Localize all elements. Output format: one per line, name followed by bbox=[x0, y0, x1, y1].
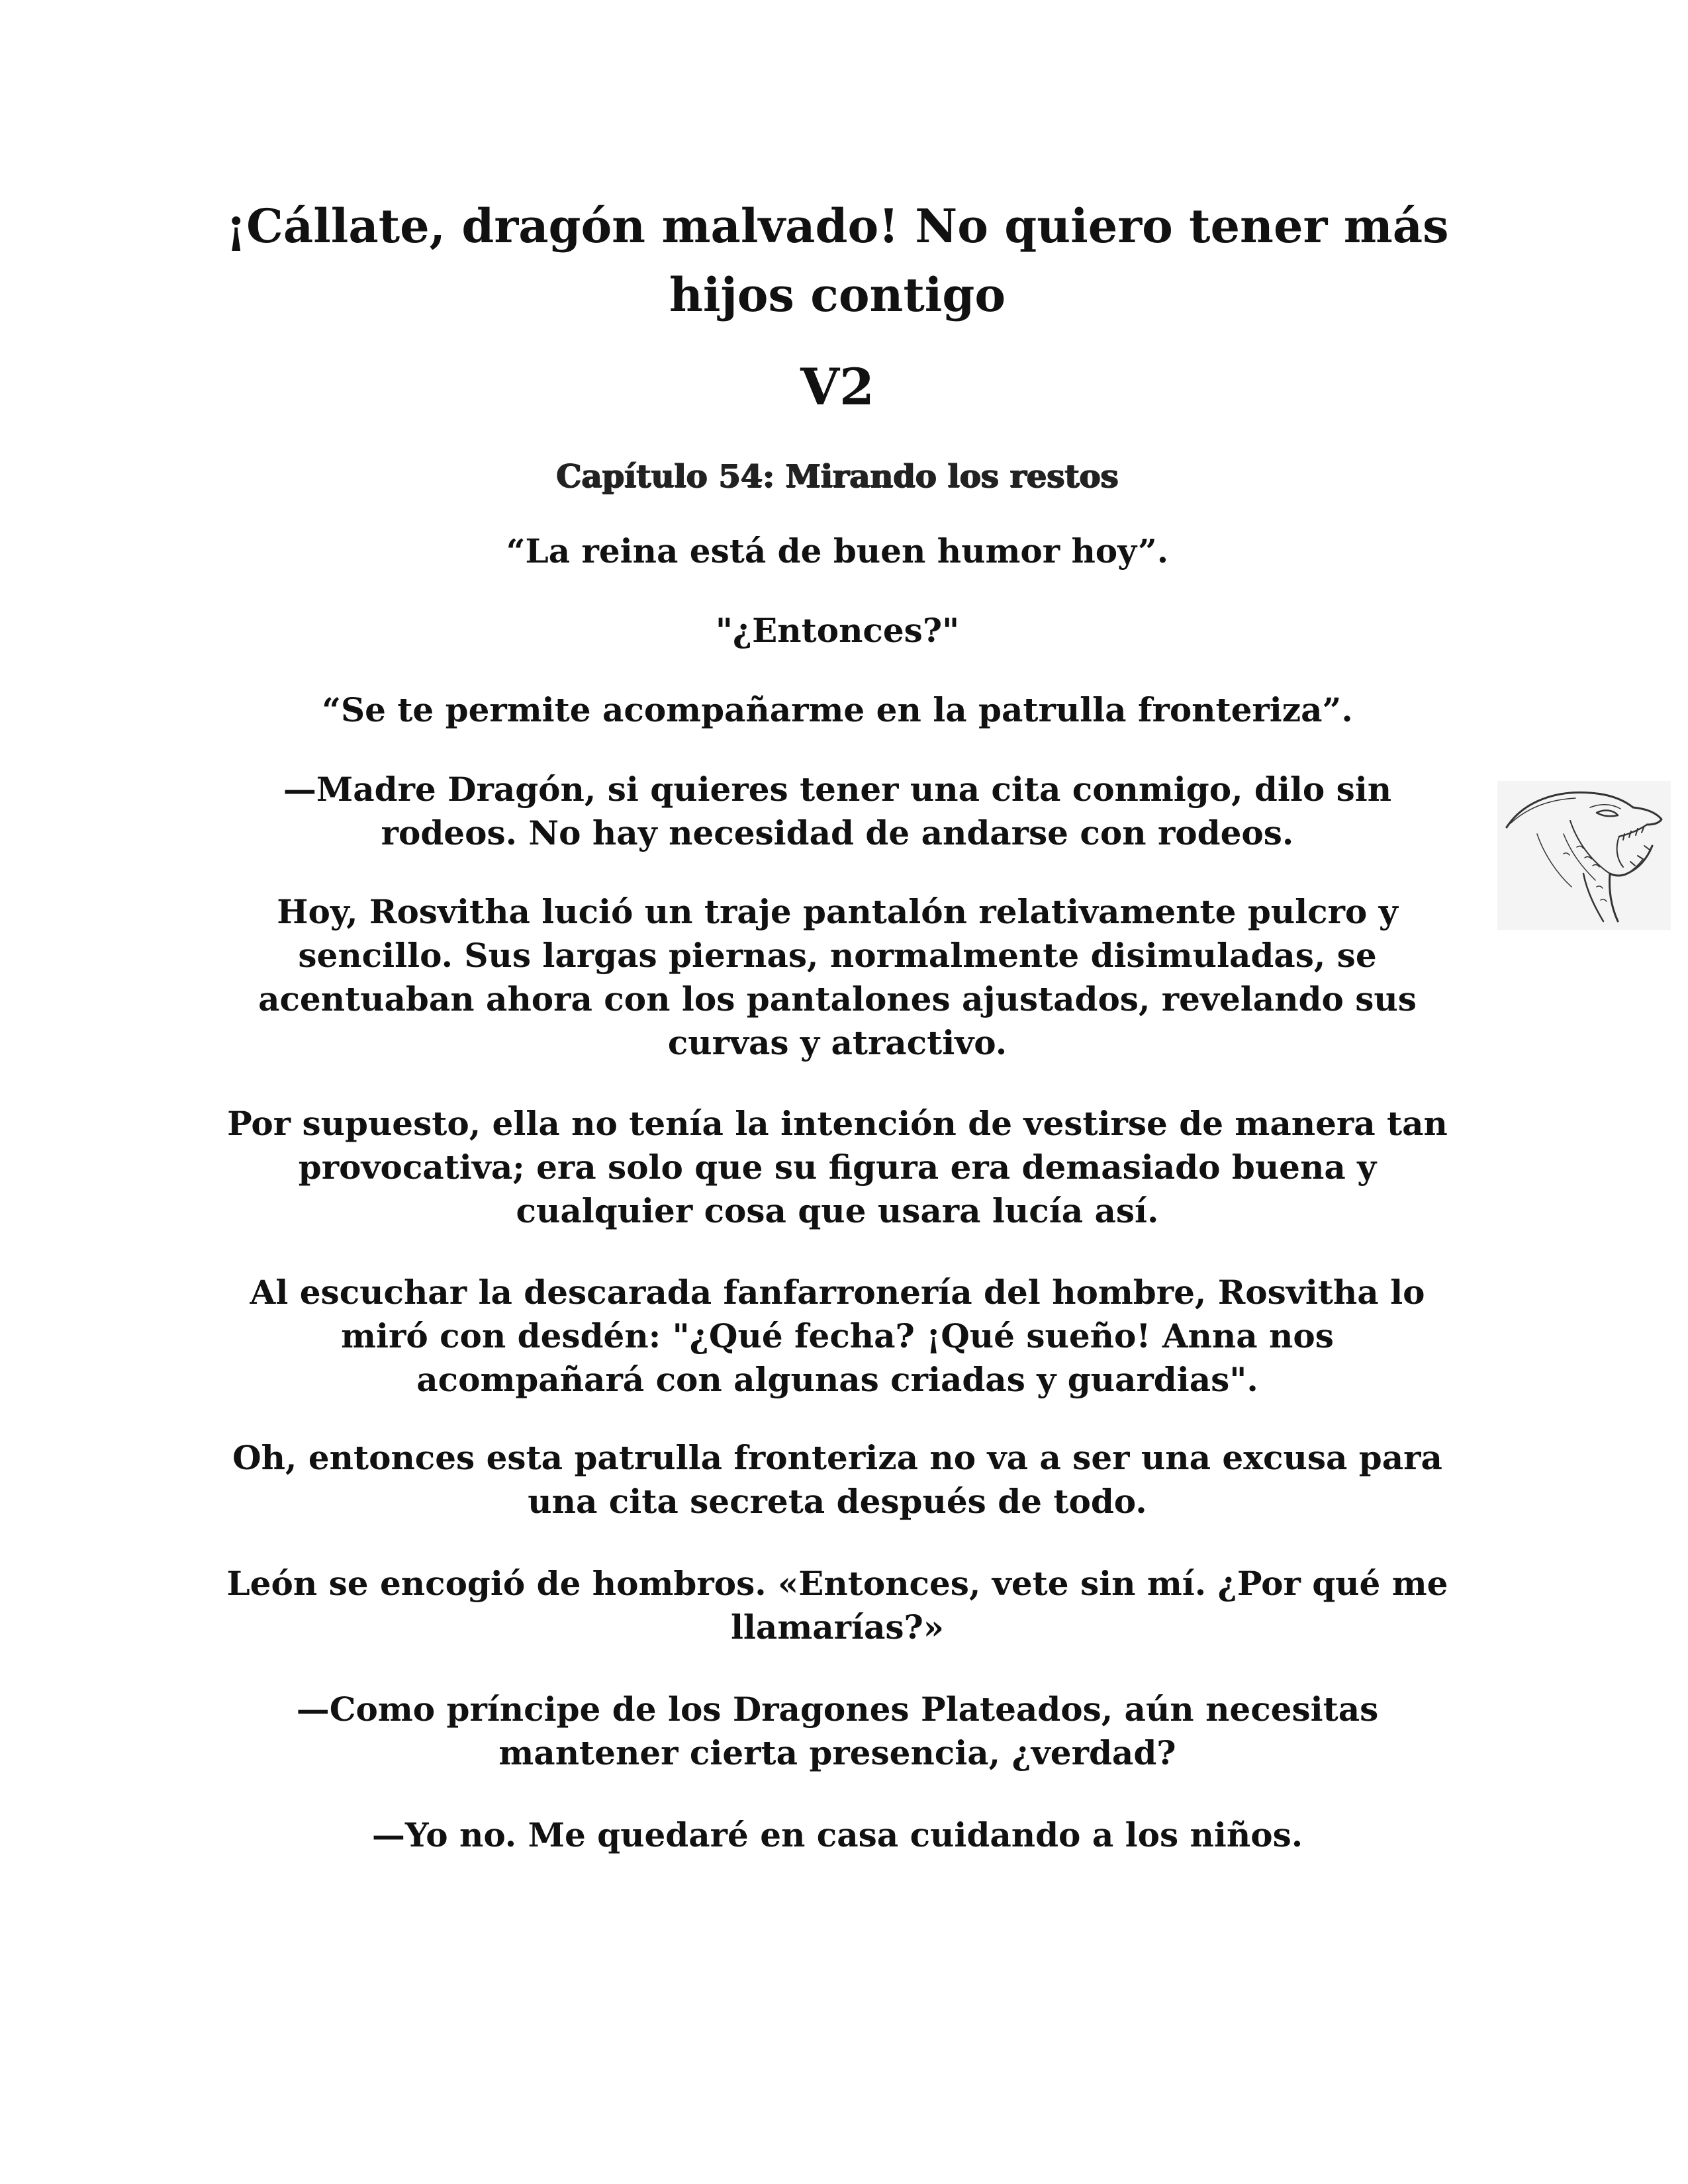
paragraph-9: León se encogió de hombros. «Entonces, vete sin mí. ¿Por qué me llamarías?» bbox=[226, 1564, 1448, 1647]
chapter-heading: Capítulo 54: Mirando los restos bbox=[556, 458, 1119, 495]
paragraph-3: “Se te permite acompañarme en la patrulla fronteriza”. bbox=[322, 690, 1353, 729]
paragraph-8: Oh, entonces esta patrulla fronteriza no va a ser una excusa para una cita secreta después de todo. bbox=[232, 1438, 1442, 1521]
paragraph-11: —Yo no. Me quedaré en casa cuidando a los niños. bbox=[371, 1815, 1303, 1854]
book-title: ¡Cállate, dragón malvado! No quiero tener más hijos contigo bbox=[226, 199, 1449, 322]
paragraph-5: Hoy, Rosvitha lució un traje pantalón relativamente pulcro y sencillo. Sus largas piernas, normalmente disimuladas, se acentuaban ahora con los pantalones ajustados, revelando sus curvas y atractivo. bbox=[258, 892, 1417, 1062]
paragraph-7: Al escuchar la descarada fanfarronería del hombre, Rosvitha lo miró con desdén: "¿Qué fecha? ¡Qué sueño! Anna nos acompañará con algunas criadas y guardias". bbox=[250, 1273, 1425, 1399]
volume-label: V2 bbox=[800, 357, 874, 416]
paragraph-4: —Madre Dragón, si quieres tener una cita conmigo, dilo sin rodeos. No hay necesidad de andarse con rodeos. bbox=[283, 770, 1392, 852]
paragraph-10: —Como príncipe de los Dragones Plateados, aún necesitas mantener cierta presencia, ¿verdad? bbox=[296, 1690, 1379, 1772]
dragon-head-sketch-icon bbox=[1497, 781, 1671, 930]
paragraph-6: Por supuesto, ella no tenía la intención de vestirse de manera tan provocativa; era solo que su figura era demasiado buena y cualquier cosa que usara lucía así. bbox=[227, 1104, 1448, 1230]
paragraph-2: "¿Entonces?" bbox=[715, 611, 960, 650]
paragraph-1: “La reina está de buen humor hoy”. bbox=[506, 531, 1169, 570]
